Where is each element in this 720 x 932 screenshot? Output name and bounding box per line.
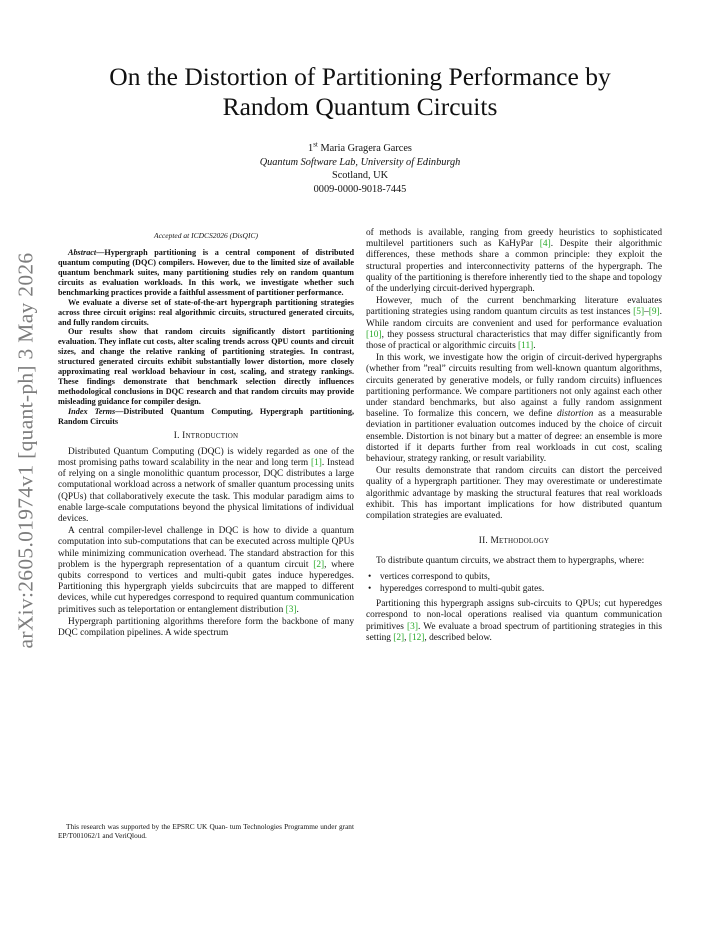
citation-separator: ,	[404, 632, 409, 643]
methodology-paragraph-1: To distribute quantum circuits, we abstract them to hypergraphs, where:	[376, 556, 645, 567]
right-paragraph-2	[366, 353, 662, 465]
right-column	[366, 228, 662, 645]
author-location: Scotland, UK	[331, 170, 389, 181]
citation-link[interactable]: [3]	[407, 621, 418, 632]
right-paragraph-1	[366, 296, 662, 352]
author-ordinal: 1	[308, 143, 314, 154]
right-p2-text-b: as a measurable deviation in partitioner evaluation outcomes induced by the choice of circuit ensemble. Distortion is not binary but a matter of degree: an ensemble is more distorted if it departs further from real workloads in cut cost, scaling behaviour, strategy ranking, or result variability.	[366, 409, 662, 465]
index-terms-lead: Index Terms	[68, 406, 116, 416]
citation-link[interactable]: [11]	[518, 341, 534, 352]
citation-link[interactable]: [12]	[408, 632, 425, 643]
right-paragraph-3: Our results demonstrate that random circuits can distort the perceived quality of a hypergraph partitioner. They may overestimate or underestimate algorithmic advantage by masking the structural features that real workloads exhibit. This has important implications for how distributed quantum compilation strategies are evaluated.	[366, 466, 662, 522]
citation-link[interactable]: [2]	[313, 559, 325, 570]
citation-link[interactable]: [3]	[285, 604, 297, 615]
list-item: • vertices correspond to qubits,	[366, 572, 662, 583]
citation-link[interactable]: [5]	[633, 307, 645, 318]
citation-link[interactable]: [4]	[539, 239, 551, 250]
abstract-paragraph-2: We evaluate a diverse set of state-of-the-art hypergraph partitioning strategies across three circuit origins: real algorithmic circuits, structured generated circuits, and fully random circuits.	[58, 297, 354, 327]
paper-title	[60, 62, 660, 122]
method-p2-text-b: . We evaluate a broad spectrum of partitioning strategies in this setting	[366, 621, 662, 643]
intro-paragraph-1	[58, 447, 354, 525]
intro-p1-text-a: Distributed Quantum Computing (DQC) is widely regarded as one of the most promising paths toward scalability in the near and long term	[58, 446, 354, 468]
citation-link[interactable]: [10]	[366, 329, 382, 340]
abstract-paragraph-1	[58, 248, 354, 298]
citation-link[interactable]: [2]	[393, 632, 405, 643]
citation-link[interactable]: [9]	[648, 307, 660, 318]
abstract-paragraph-3: Our results show that random circuits significantly distort partitioning evaluation. They inflate cut costs, alter scaling trends across QPU counts and circuit sizes, and change the relative ranking of partitioning strategies. In contrast, structured generated circuits exhibit substantially lower distortion, more closely approximating real workload behaviour in cost, scaling, and strategy rankings. These findings demonstrate that benchmark selection directly influences methodological conclusions in DQC research and that random circuits may provide misleading guidance for compiler design.	[58, 327, 354, 406]
abstract-lead: Abstract	[68, 248, 97, 258]
citation-link[interactable]: [1]	[310, 457, 322, 468]
intro-paragraph-3: Hypergraph partitioning algorithms therefore form the backbone of many DQC compilation pipelines. A wide spectrum	[58, 616, 354, 638]
right-p1-text-b: . While random circuits are convenient and used for performance evaluation	[366, 307, 662, 329]
distortion-term: distortion	[557, 409, 594, 420]
author-name-line	[160, 142, 560, 156]
hypergraph-mapping-list	[366, 572, 662, 595]
accepted-note: Accepted at ICDCS2026 (DisQIC)	[154, 231, 258, 240]
right-p1-text-d: .	[533, 341, 536, 352]
abstract	[58, 248, 354, 426]
index-terms	[58, 407, 354, 427]
methodology-paragraph-2	[366, 599, 662, 644]
section-heading-methodology: II. Methodology	[478, 536, 550, 547]
right-p0-text-b: . Despite their algorithmic differences, these methods share a common principle: they exploit the structural properties and interconnectivity patterns of the hypergraph. The quality of the partitioning is therefore inherently tied to the shape and topology of the underlying circuit-derived hypergraph.	[366, 239, 662, 295]
right-p2-text-a: In this work, we investigate how the origin of circuit-derived hypergraphs (whether from ”real” circuits resulting from well-known quantum algorithms, circuits generated by generative models, or fully random circuits) influences partitioning performance. We compare partitioners not only against each other under standard benchmarks, but also against a fully random assignment baseline. To formalize this concern, we define	[366, 353, 662, 420]
title-line-1: On the Distortion of Partitioning Performance by	[109, 62, 611, 91]
list-item: • hyperedges correspond to multi-qubit gates.	[366, 584, 662, 595]
right-p1-text-c: , they possess structural characteristics that may differ significantly from those of practical or algorithmic circuits	[366, 329, 662, 352]
title-line-2: Random Quantum Circuits	[222, 92, 498, 121]
intro-p2-text-c: .	[296, 604, 299, 615]
arxiv-identifier-stamp	[6, 250, 46, 650]
right-paragraph-0	[366, 228, 662, 295]
index-terms-text: —Distributed Quantum Computing, Hypergraph partitioning, Random Circuits	[58, 406, 355, 426]
method-p2-text-a: Partitioning this hypergraph assigns sub-circuits to QPUs; cut hyperedges correspond to non-local operations realised via quantum communication primitives	[366, 599, 662, 632]
intro-p2-text-a: A central compiler-level challenge in DQC is how to divide a quantum computation into sub-computations that can be executed across multiple QPUs while minimizing communication overhead. The standard abstraction for this problem is the hypergraph representation of a quantum circuit	[58, 526, 354, 570]
abstract-text-1: —Hypergraph partitioning is a central component of distributed quantum computing (DQC) compilers. However, due to the limited size of available quantum benchmark suites, many partitioning studies rely on random quantum circuits as evaluation workloads. In this work, we investigate whether such benchmarking practices provide a faithful assessment of partitioner performance.	[58, 248, 354, 297]
left-column	[58, 228, 354, 640]
author-block	[160, 142, 560, 196]
author-name: Maria Gragera Garces	[320, 143, 412, 154]
intro-p2-text-b: , where qubits correspond to vertices and multi-qubit gates induce hyperedges. Partitioning this hypergraph yields subcircuits that are mapped to different devices, while cut hyperedges correspond to required quantum communication primitives such as teleportation or entanglement distribution	[58, 559, 355, 615]
method-p2-text-c: , described below.	[424, 632, 492, 643]
citation-range-dash: –	[644, 307, 649, 318]
arxiv-identifier-text: arXiv:2605.01974v1 [quant-ph] 3 May 2026	[13, 252, 38, 648]
right-p0-text-a: of methods is available, ranging from greedy heuristics to sophisticated multilevel partitioners such as KaHyPar	[366, 228, 662, 250]
intro-p1-text-b: . Instead of relying on a single monolithic quantum processor, DQC distributes a large computational workload across a network of smaller quantum processing units (QPUs) that collaboratively execute the task. This modular paradigm aims to enable large-scale computations beyond the physical limitations of individual devices.	[58, 457, 354, 524]
author-ordinal-suffix: st	[313, 140, 318, 149]
author-affiliation: Quantum Software Lab, University of Edinburgh	[259, 156, 461, 168]
funding-footnote: This research was supported by the EPSRC UK Quan- tum Technologies Programme under grant EP/T001062/1 and VeriQloud.	[58, 822, 354, 840]
section-heading-introduction: I. Introduction	[173, 430, 239, 441]
author-orcid: 0009-0000-9018-7445	[313, 183, 407, 195]
intro-paragraph-2	[58, 526, 354, 616]
right-p1-text-a: However, much of the current benchmarking literature evaluates partitioning strategies using random quantum circuits as test instances	[366, 296, 662, 318]
